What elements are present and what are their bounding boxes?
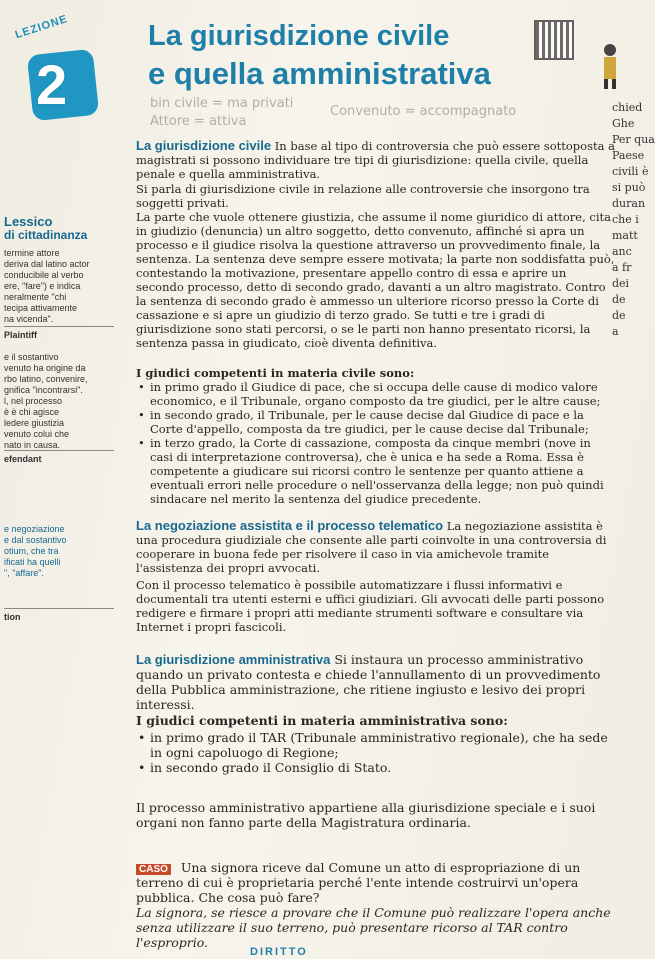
- lessico-title: Lessico: [4, 214, 53, 229]
- list-item: • in terzo grado, la Corte di cassazione, composta da cinque membri (nove in casi di interpretazione controversa), che è unica e ha sede a Roma. Essa è competente a giudicare sui ricorsi contro le sentenze per quanto attiene a eventuali errori nelle procedure o nell'osservanza della legge; non può quindi sindacare nel merito la sentenza del giudice precedente.: [136, 436, 616, 506]
- sidebar-negoziazione: e negoziazione e dal sostantivo otium, che tra ificati ha quelli ", "affare".: [4, 524, 67, 578]
- list-item: • in secondo grado il Consiglio di Stato.: [136, 760, 616, 775]
- figure-illustration-icon: [590, 40, 638, 90]
- sidebar-convenuto: e il sostantivo venuto ha origine da rbo latino, convenire, gnifica "incontrarsi". l, nel processo è è chi agisce ledere giustizia venuto colui che nato in causa.: [4, 352, 88, 450]
- caso-box: [136, 860, 616, 950]
- section-heading-amministrativa: La giurisdizione amministrativa: [136, 652, 331, 667]
- sidebar-defendant: efendant: [4, 454, 42, 464]
- caso-tag: CASO: [136, 864, 171, 875]
- telematico-paragraph: Con il processo telematico è possibile automatizzare i flussi informativi e documentali tra utenti esterni e uffici giudiziari. Gli avvocati delle parti possono redigere e firmare i propri atti mediante strumenti software e consultare via Internet i propri fascicoli.: [136, 578, 605, 634]
- intro-paragraph: La giurisdizione civile In base al tipo di controversia che può essere sottoposta a magistrati si possono individuare tre tipi di giurisdizione: quella civile, quella penale e quella amministrativa.: [136, 138, 615, 181]
- sidebar-divider: [4, 326, 114, 327]
- paragraph-2: La parte che vuole ottenere giustizia, che assume il nome giuridico di attore, cita in giudizio (denuncia) un altro soggetto, detto convenuto, affinché si apra un processo e il giudice risolva la questione attraverso un provvedimento finale, la sentenza. La sentenza deve sempre essere motivata; la parte non soddisfatta può, contestando la motivazione, presentare appello contro di essa e aprire un secondo processo, detto di secondo grado, davanti a un altro magistrato. Contro la sentenza di secondo grado è ammesso un ulteriore ricorso presso la Corte di cassazione e si apre un giudizio di terzo grado. Se tutti e tre i gradi di giurisdizione sono stati percorsi, o se le parti non hanno presentato ricorsi, la sentenza passa in giudicato, cioè diventa definitiva.: [136, 210, 615, 350]
- caso-answer: La signora, se riesce a provare che il Comune può realizzare l'opera anche senza utilizzare il suo terreno, può presentare ricorso al TAR contro l'esproprio.: [136, 905, 611, 950]
- list-item: • in primo grado il Giudice di pace, che si occupa delle cause di modico valore economico, e il Tribunale, organo composto da tre giudici, per le altre cause;: [136, 380, 616, 408]
- negoziazione-paragraph: La negoziazione assistita e il processo telematico La negoziazione assistita è una procedura giudiziale che consente alle parti coinvolte in una controversia di cooperare in buona fede per risolvere il caso in via amichevole tramite l'assistenza dei propri avvocati.: [136, 518, 607, 575]
- paragraph-1: Si parla di giurisdizione civile in relazione alle controversie che insorgono tra soggetti privati.: [136, 182, 590, 210]
- caso-question: Una signora riceve dal Comune un atto di espropriazione di un terreno di cui è proprietaria perché l'ente intende costruirvi un'opera pubblica. Che cosa può fare?: [136, 860, 581, 905]
- page-title-line2: e quella amministrativa: [148, 56, 491, 91]
- amministrativa-paragraph: La giurisdizione amministrativa Si instaura un processo amministrativo quando un privato contesta e chiede l'annullamento di un provvedimento della Pubblica amministrazione, che ritiene ingiusto e lesivo dei propri interessi.: [136, 652, 601, 712]
- adjacent-page-strip: chied Ghe Per qua Paese civili è si può duran che i matt anc a fr dei de de a: [612, 101, 655, 338]
- paragraph-3: I giudici competenti in materia civile sono:: [136, 366, 415, 380]
- page-title-line1: La giurisdizione civile: [148, 20, 450, 52]
- sidebar-divider: [4, 608, 114, 609]
- sidebar-attore: termine attore deriva dal latino actor conducibile al verbo ere, "fare") e indica neralmente "chi tecipa attivamente na vicenda".: [4, 248, 90, 324]
- sidebar-divider: [4, 450, 114, 451]
- amm-judges-list: [136, 730, 616, 775]
- lessico-subtitle: di cittadinanza: [4, 228, 88, 242]
- amm-judges-intro: I giudici competenti in materia amministrativa sono:: [136, 713, 508, 728]
- handwritten-note-3: Convenuto = accompagnato: [330, 104, 517, 119]
- sidebar-plaintiff: Plaintiff: [4, 330, 37, 340]
- amm-final-paragraph: Il processo amministrativo appartiene alla giurisdizione speciale e i suoi organi non fanno parte della Magistratura ordinaria.: [136, 800, 596, 830]
- section-heading-civile: La giurisdizione civile: [136, 138, 272, 153]
- sidebar-tion: tion: [4, 612, 21, 622]
- lesson-label: LEZIONE: [13, 12, 70, 42]
- civil-judges-list: [136, 380, 616, 506]
- footer-label: DIRITTO: [250, 946, 308, 958]
- handwritten-note-1: bin civile = ma privati: [150, 96, 294, 111]
- list-item: • in primo grado il TAR (Tribunale amministrativo regionale), che ha sede in ogni capoluogo di Regione;: [136, 730, 616, 760]
- lesson-number: 2: [36, 53, 68, 116]
- section-heading-negoziazione: La negoziazione assistita e il processo telematico: [136, 518, 444, 533]
- list-item: • in secondo grado, il Tribunale, per le cause decise dal Giudice di pace e la Corte d'appello, composta da tre giudici, per le cause decise dal Tribunale;: [136, 408, 616, 436]
- qr-code-icon: [534, 20, 574, 60]
- handwritten-note-2: Attore = attiva: [150, 114, 247, 129]
